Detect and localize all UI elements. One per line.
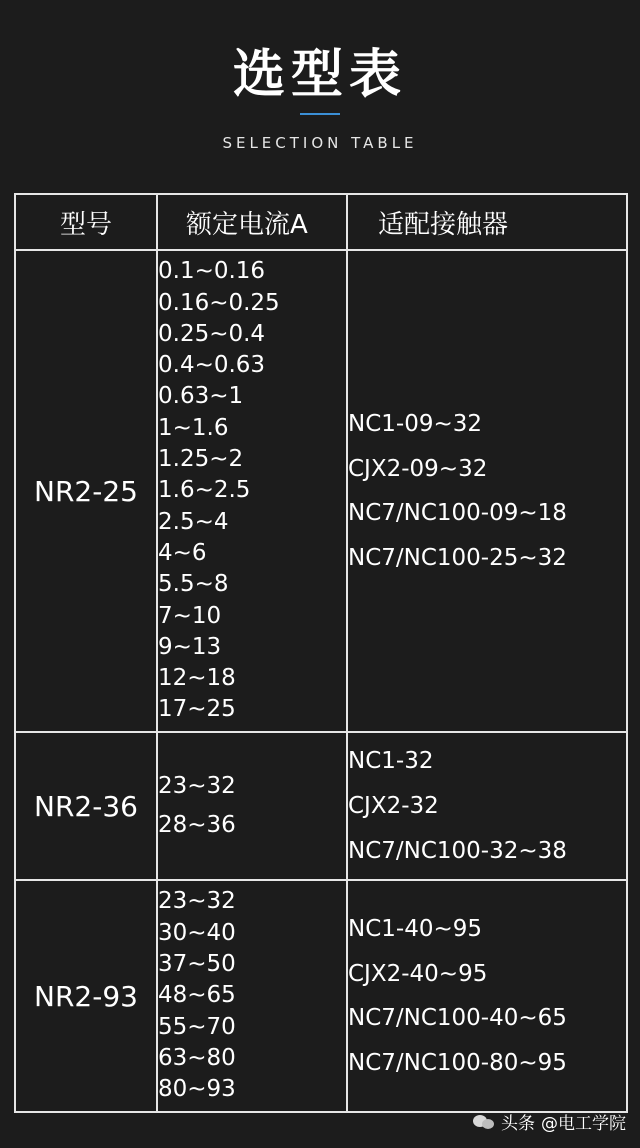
watermark-prefix: 头条 [501,1114,535,1134]
model-cell: NR2-25 [15,250,157,732]
selection-table [14,193,628,1113]
current-range: 1.25~2 [158,446,244,473]
current-range: 0.4~0.63 [158,352,266,379]
contactor-model: NC7/NC100-25~32 [348,544,567,571]
model-cell: NR2-93 [15,880,157,1112]
table-row [15,250,627,732]
model-cell: NR2-36 [15,732,157,880]
watermark [473,1109,626,1134]
current-range: 7~10 [158,602,222,629]
current-range: 28~36 [158,812,236,838]
contactor-model: NC1-40~95 [348,916,483,942]
title-divider [300,113,340,115]
contactor-model: NC1-09~32 [348,411,483,437]
contactor-model: NC1-32 [348,747,434,774]
current-range: 48~65 [158,982,236,1009]
current-cell [157,880,347,1112]
contactor-model: NC7/NC100-40~65 [348,1005,567,1031]
current-range: 55~70 [158,1013,236,1040]
header-rated-current: 额定电流A [157,194,347,250]
current-range: 12~18 [158,665,236,692]
current-range: 4~6 [158,539,207,566]
contactor-model: CJX2-40~95 [348,960,488,987]
table-row [15,880,627,1112]
header-model: 型号 [15,194,157,250]
contactor-model: CJX2-09~32 [348,455,488,482]
current-range: 37~50 [158,951,236,978]
contactor-model: NC7/NC100-32~38 [348,837,567,864]
contactor-cell [347,250,627,732]
current-range: 17~25 [158,696,236,723]
current-range: 23~32 [158,773,236,799]
current-range: 0.16~0.25 [158,289,280,316]
current-range: 30~40 [158,919,236,946]
current-range: 9~13 [158,633,222,660]
current-cell [157,732,347,880]
current-range: 63~80 [158,1044,236,1071]
current-range: 1.6~2.5 [158,477,251,504]
current-range: 1~1.6 [158,414,229,441]
current-range: 23~32 [158,888,236,915]
table-header-row [15,194,627,250]
wechat-icon [473,1113,495,1131]
current-range: 80~93 [158,1076,236,1103]
current-range: 2.5~4 [158,508,229,535]
watermark-text: @电工学院 [541,1114,626,1134]
current-range: 0.63~1 [158,383,244,410]
header-contactor: 适配接触器 [347,194,627,250]
contactor-cell [347,732,627,880]
current-cell [157,250,347,732]
contactor-model: NC7/NC100-80~95 [348,1049,567,1076]
contactor-cell [347,880,627,1112]
table-row [15,732,627,880]
current-range: 0.25~0.4 [158,320,266,347]
page-title: 选型表 [232,45,407,105]
current-range: 0.1~0.16 [158,258,266,285]
contactor-model: CJX2-32 [348,792,439,819]
page-subtitle: SELECTION TABLE [222,134,418,152]
current-range: 5.5~8 [158,571,229,598]
contactor-model: NC7/NC100-09~18 [348,500,567,526]
